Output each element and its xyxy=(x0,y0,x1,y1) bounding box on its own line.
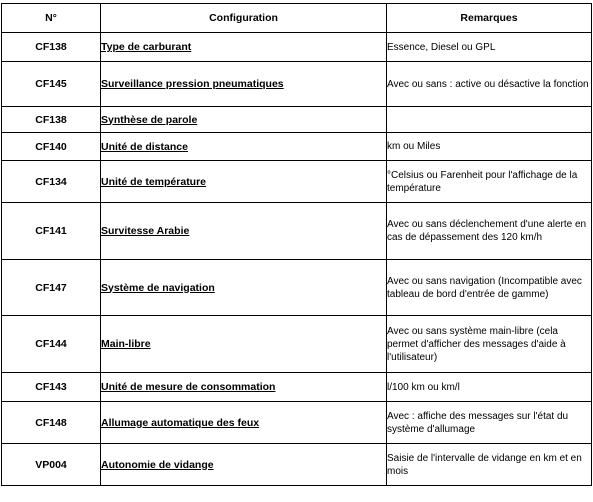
row-configuration: Autonomie de vidange xyxy=(101,444,387,486)
row-number: CF147 xyxy=(2,260,101,316)
row-remarks: Essence, Diesel ou GPL xyxy=(387,33,592,62)
table-row xyxy=(2,107,592,133)
table-row xyxy=(2,373,592,402)
row-remarks: Saisie de l'intervalle de vidange en km et en mois xyxy=(387,444,592,486)
row-number: CF138 xyxy=(2,33,101,62)
table-row xyxy=(2,62,592,107)
configuration-table xyxy=(1,3,592,486)
row-configuration: Système de navigation xyxy=(101,260,387,316)
table-row xyxy=(2,444,592,486)
row-configuration: Unité de mesure de consommation xyxy=(101,373,387,402)
header-configuration: Configuration xyxy=(101,4,387,33)
row-configuration: Survitesse Arabie xyxy=(101,203,387,260)
row-remarks: Avec ou sans navigation (Incompatible avec tableau de bord d'entrée de gamme) xyxy=(387,260,592,316)
row-configuration: Unité de température xyxy=(101,161,387,203)
header-number: N° xyxy=(2,4,101,33)
table-row xyxy=(2,316,592,373)
row-configuration: Synthèse de parole xyxy=(101,107,387,133)
row-number: CF141 xyxy=(2,203,101,260)
table-row xyxy=(2,133,592,161)
row-number: CF144 xyxy=(2,316,101,373)
row-remarks: °Celsius ou Farenheit pour l'affichage de la température xyxy=(387,161,592,203)
row-configuration: Unité de distance xyxy=(101,133,387,161)
row-remarks: km ou Miles xyxy=(387,133,592,161)
row-configuration: Main-libre xyxy=(101,316,387,373)
row-remarks: Avec ou sans déclenchement d'une alerte en cas de dépassement des 120 km/h xyxy=(387,203,592,260)
row-number: CF140 xyxy=(2,133,101,161)
row-number: CF145 xyxy=(2,62,101,107)
row-remarks: Avec ou sans système main-libre (cela permet d'afficher des messages d'aide à l'utilisateur) xyxy=(387,316,592,373)
row-number: CF143 xyxy=(2,373,101,402)
row-number: VP004 xyxy=(2,444,101,486)
row-configuration: Type de carburant xyxy=(101,33,387,62)
row-number: CF148 xyxy=(2,402,101,444)
row-remarks: Avec : affiche des messages sur l'état du système d'allumage xyxy=(387,402,592,444)
row-remarks xyxy=(387,107,592,133)
table-row xyxy=(2,260,592,316)
row-number: CF138 xyxy=(2,107,101,133)
table-header-row xyxy=(2,4,592,33)
table-row xyxy=(2,161,592,203)
header-remarks: Remarques xyxy=(387,4,592,33)
table-row xyxy=(2,402,592,444)
row-remarks: Avec ou sans : active ou désactive la fonction xyxy=(387,62,592,107)
row-remarks: l/100 km ou km/l xyxy=(387,373,592,402)
table-row xyxy=(2,33,592,62)
row-configuration: Allumage automatique des feux xyxy=(101,402,387,444)
table-row xyxy=(2,203,592,260)
row-number: CF134 xyxy=(2,161,101,203)
row-configuration: Surveillance pression pneumatiques xyxy=(101,62,387,107)
